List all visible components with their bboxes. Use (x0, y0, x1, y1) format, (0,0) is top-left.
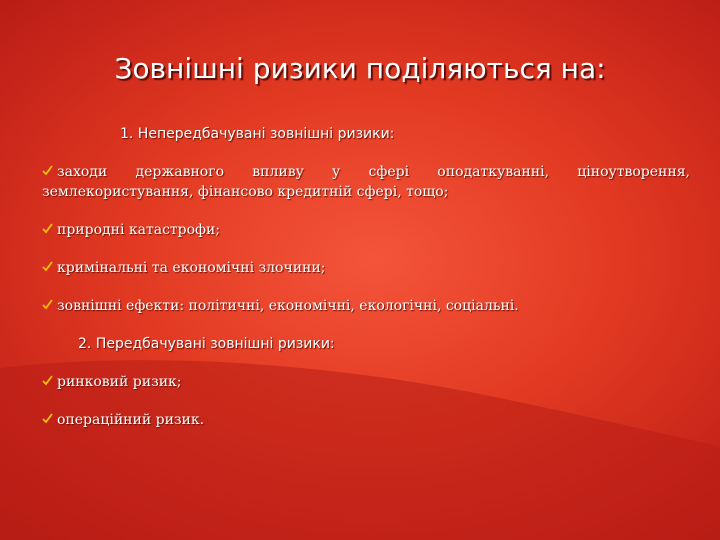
check-bullet-icon (42, 261, 53, 272)
check-bullet-icon (42, 413, 53, 424)
list-item-text: природні катастрофи; (57, 222, 221, 238)
list-item (42, 296, 690, 316)
check-bullet-icon (42, 165, 53, 176)
list-item-text: операційний ризик. (57, 412, 205, 428)
list-item (42, 372, 690, 392)
check-bullet-icon (42, 375, 53, 386)
list-item (42, 162, 690, 202)
list-item (42, 258, 690, 278)
list-item (42, 410, 690, 430)
list-item-text-line2: землекористування, фінансово кредитній сфері, тощо; (42, 184, 449, 200)
list-item-text: кримінальні та економічні злочини; (57, 260, 326, 276)
list-item-text: ринковий ризик; (57, 374, 182, 390)
check-bullet-icon (42, 299, 53, 310)
slide-body (42, 124, 690, 448)
list-item (42, 220, 690, 240)
section-heading-unpredictable: 1. Непередбачувані зовнішні ризики: (120, 126, 395, 142)
slide-title: Зовнішні ризики поділяються на: (114, 52, 606, 85)
list-item-text-line1: заходи державного впливу у сфері оподаткуванні, ціноутворення, (57, 164, 690, 180)
list-item-text: зовнішні ефекти: політичні, економічні, екологічні, соціальні. (57, 298, 519, 314)
section-heading-predictable: 2. Передбачувані зовнішні ризики: (78, 336, 335, 352)
check-bullet-icon (42, 223, 53, 234)
